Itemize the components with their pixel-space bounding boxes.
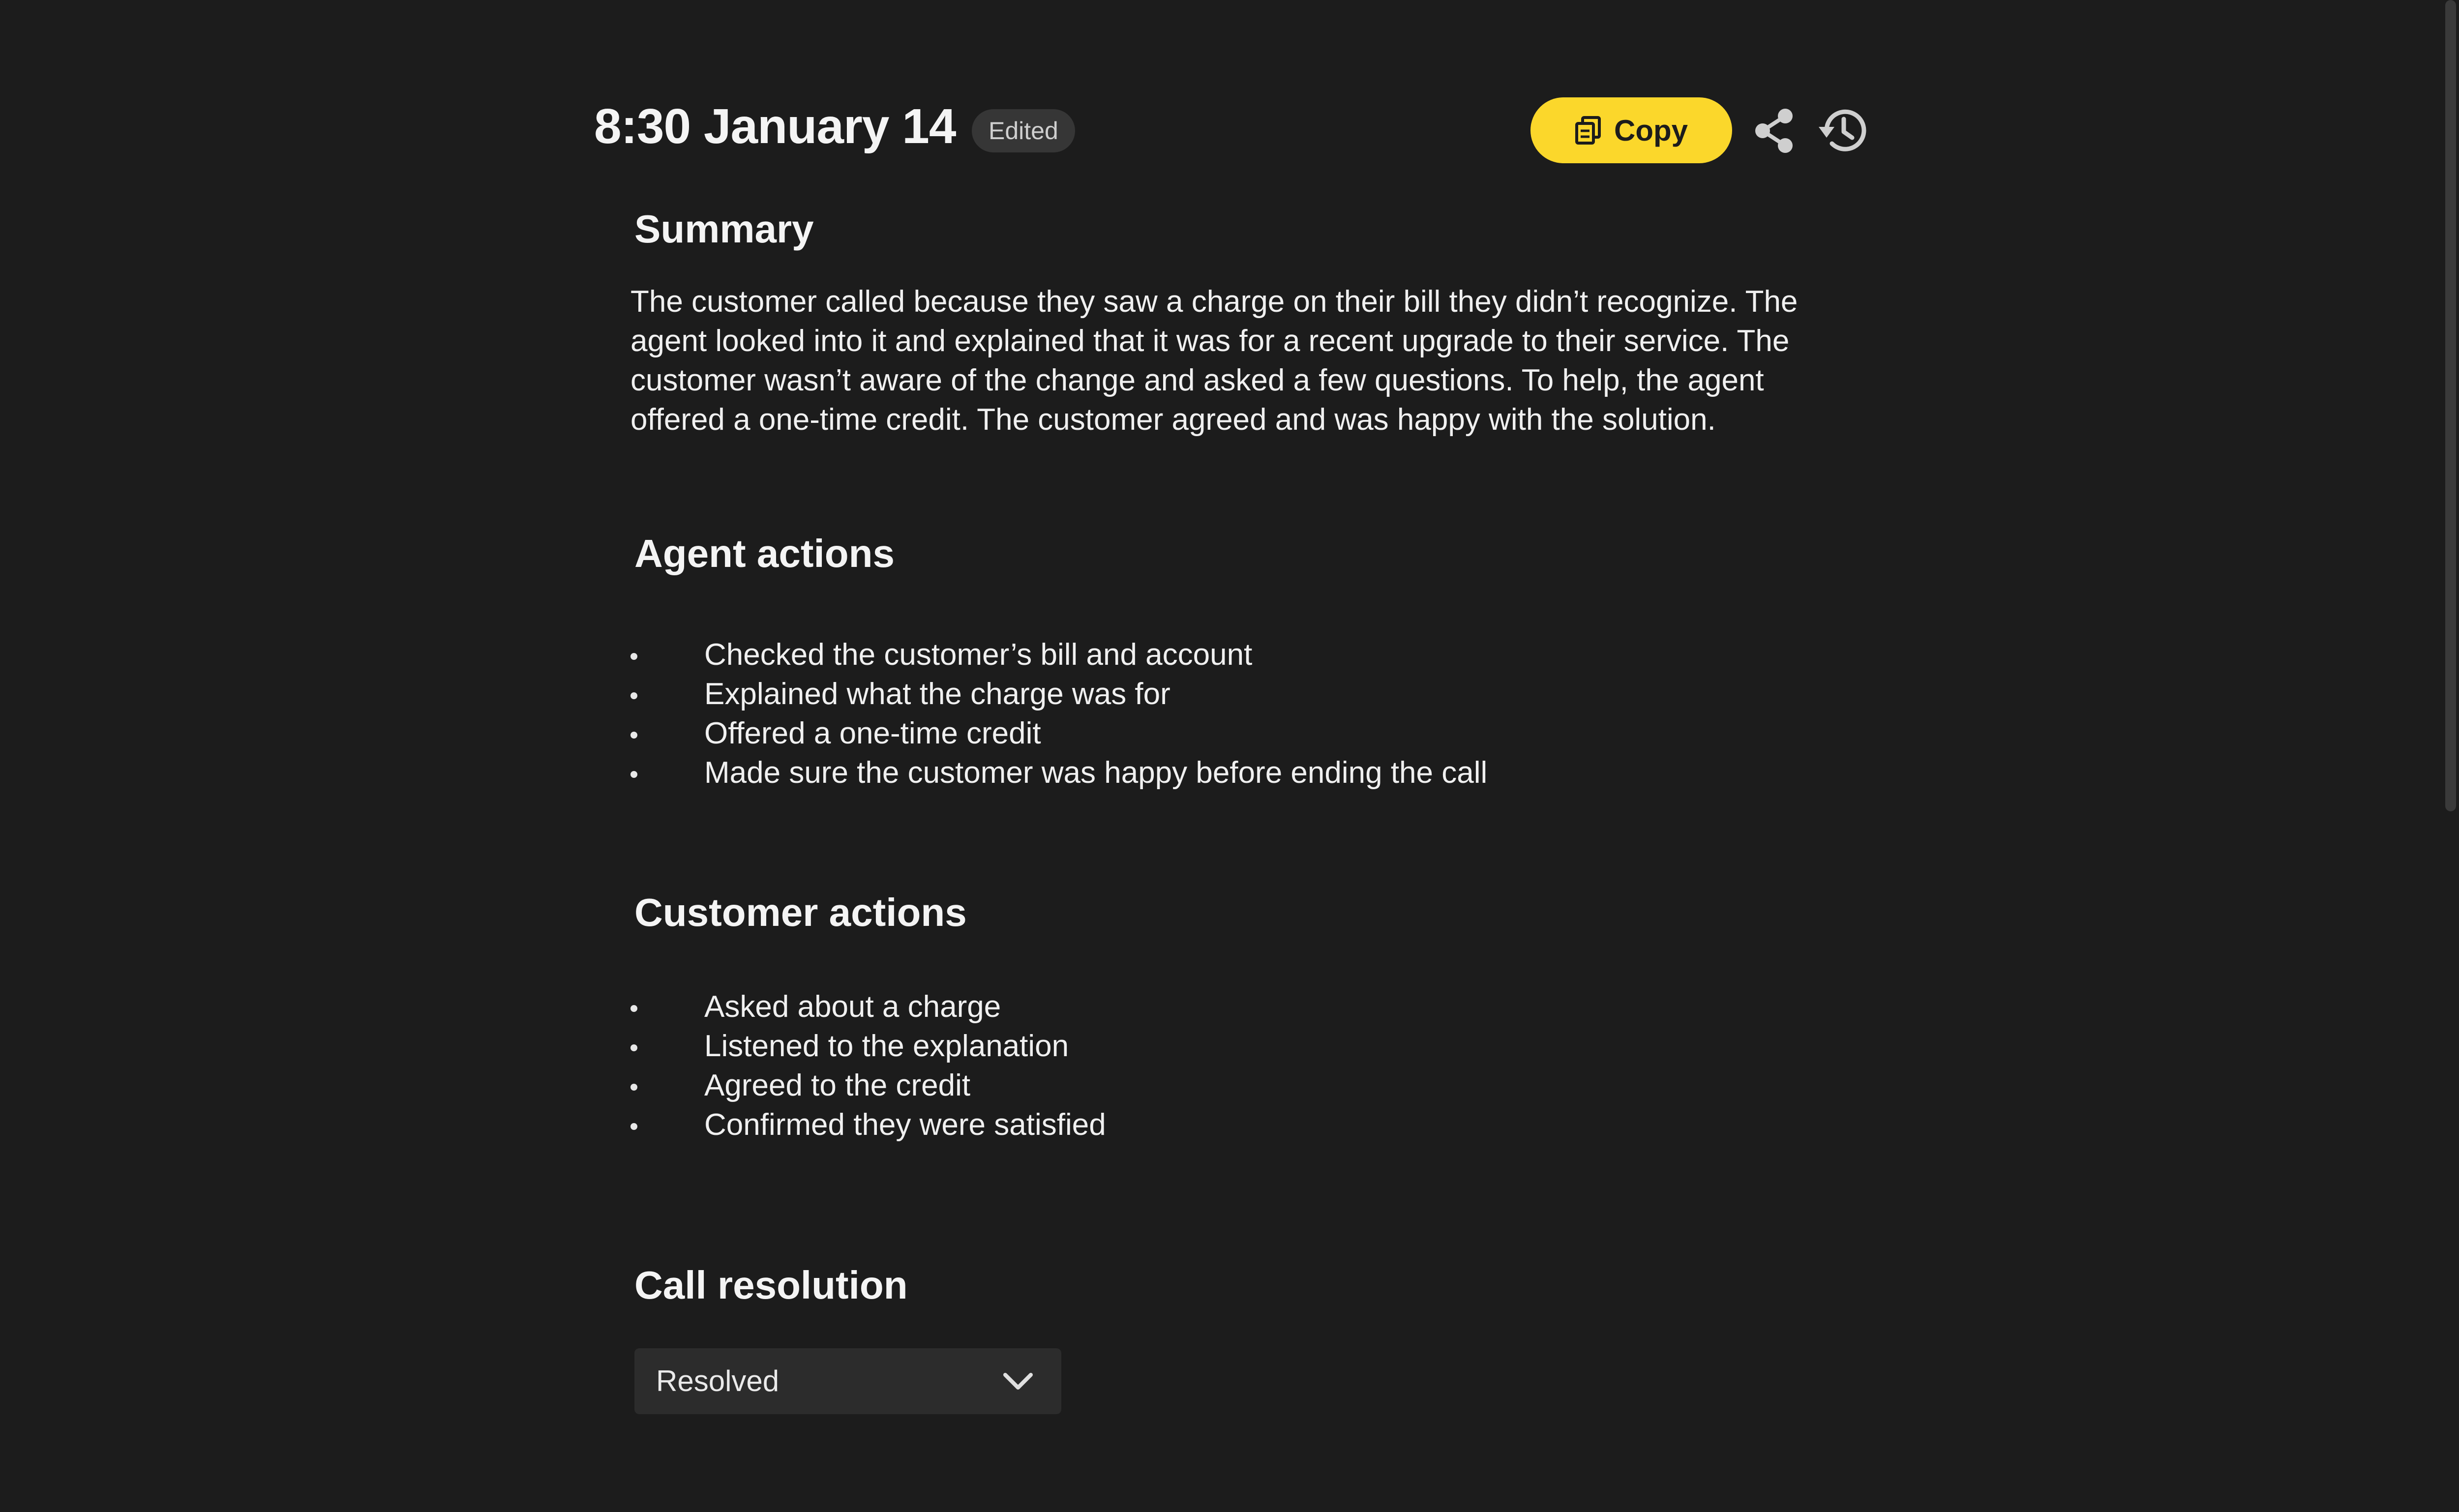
copy-button-label: Copy <box>1614 114 1688 147</box>
customer-actions-heading: Customer actions <box>634 890 967 934</box>
list-item: Offered a one-time credit <box>630 714 1487 753</box>
header <box>594 93 1868 167</box>
bullet-icon <box>630 771 637 778</box>
call-resolution-select[interactable] <box>634 1348 1061 1414</box>
list-item: Confirmed they were satisfied <box>630 1105 1106 1145</box>
bullet-icon <box>630 1123 637 1130</box>
list-item: Explained what the charge was for <box>630 675 1487 714</box>
list-item: Asked about a charge <box>630 987 1106 1027</box>
edited-badge: Edited <box>972 109 1075 152</box>
page-title: 8:30 January 14 <box>594 99 956 154</box>
bullet-icon <box>630 653 637 660</box>
customer-actions-list <box>630 987 1106 1145</box>
chevron-down-icon <box>1002 1369 1034 1393</box>
copy-button[interactable] <box>1530 97 1732 163</box>
bullet-icon <box>630 1084 637 1091</box>
summary-heading: Summary <box>634 207 814 251</box>
list-item: Listened to the explanation <box>630 1027 1106 1066</box>
bullet-icon <box>630 1044 637 1051</box>
list-item: Made sure the customer was happy before ending the call <box>630 753 1487 793</box>
vertical-scrollbar[interactable] <box>2445 0 2456 811</box>
bullet-icon <box>630 692 637 699</box>
agent-actions-heading: Agent actions <box>634 532 895 575</box>
history-icon[interactable] <box>1816 103 1870 157</box>
bullet-icon <box>630 1005 637 1012</box>
bullet-icon <box>630 732 637 739</box>
summary-text: The customer called because they saw a charge on their bill they didn’t recognize. The agent looked into it and explained that it was for a recent upgrade to their service. The customer wasn’t aware of the change and asked a few questions. To help, the agent offered a one-time credit. The customer agreed and was happy with the solution. <box>630 285 1798 437</box>
call-resolution-heading: Call resolution <box>634 1263 908 1307</box>
call-resolution-value: Resolved <box>656 1364 780 1397</box>
copy-icon <box>1575 116 1601 145</box>
list-item: Checked the customer’s bill and account <box>630 635 1487 675</box>
list-item: Agreed to the credit <box>630 1066 1106 1105</box>
share-icon[interactable] <box>1749 106 1798 155</box>
agent-actions-list <box>630 635 1487 793</box>
